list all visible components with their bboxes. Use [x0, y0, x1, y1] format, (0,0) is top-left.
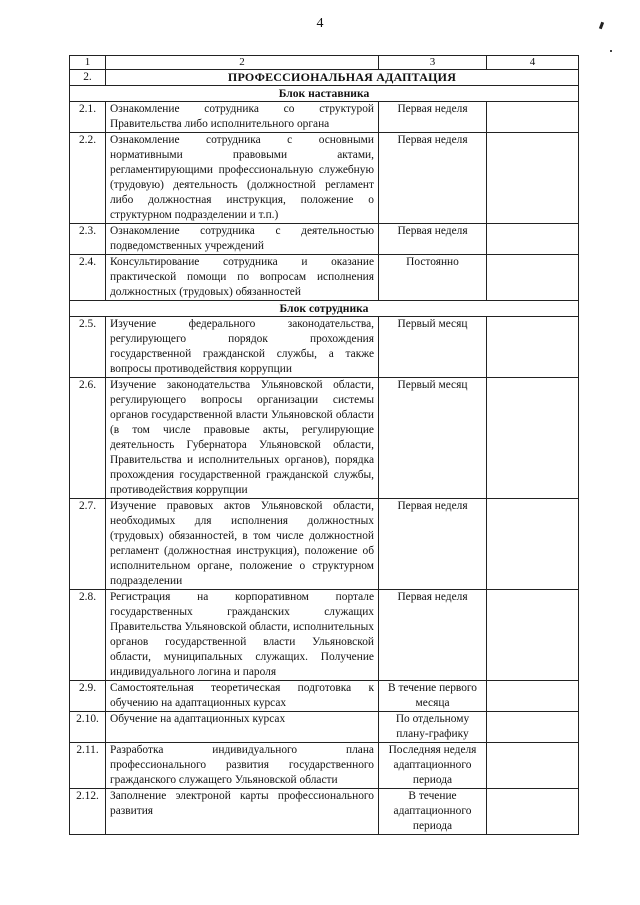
table-row: [70, 743, 579, 789]
column-number-4: 4: [487, 56, 579, 70]
row-number: 2.3.: [70, 224, 106, 255]
table-row: [70, 317, 579, 378]
row-number: 2.9.: [70, 681, 106, 712]
row-number: 2.7.: [70, 499, 106, 590]
row-period: Первый месяц: [379, 317, 487, 378]
row-activity-text: Консультирование сотрудника и оказание практической помощи по вопросам исполнения должностных (трудовых) обязанностей: [106, 255, 379, 301]
table-row: [70, 712, 579, 743]
row-period: Первая неделя: [379, 499, 487, 590]
row-activity-text: Обучение на адаптационных курсах: [106, 712, 379, 743]
column-number-3: 3: [379, 56, 487, 70]
row-note: [487, 317, 579, 378]
block-title: Блок наставника: [70, 86, 579, 102]
block-header-row: [70, 86, 579, 102]
row-period: Первая неделя: [379, 102, 487, 133]
row-number: 2.11.: [70, 743, 106, 789]
row-number: 2.1.: [70, 102, 106, 133]
row-activity-text: Разработка индивидуального плана профессионального развития государственного гражданского служащего Ульяновской области: [106, 743, 379, 789]
row-number: 2.6.: [70, 378, 106, 499]
column-number-2: 2: [106, 56, 379, 70]
row-number: 2.2.: [70, 133, 106, 224]
row-period: Первая неделя: [379, 590, 487, 681]
row-activity-text: Изучение правовых актов Ульяновской области, необходимых для исполнения должностных (трудовых) обязанностей, в том числе должностной регламент (должностная инструкция), положение об исполнительном органе, положение о структурном подразделении: [106, 499, 379, 590]
row-note: [487, 681, 579, 712]
row-activity-text: Ознакомление сотрудника с основными нормативными правовыми актами, регламентирующими профессиональную служебную (трудовую) деятельность (должностной регламент либо должностная инструкция, положение о структурном подразделении и т.п.): [106, 133, 379, 224]
row-activity-text: Ознакомление сотрудника со структурой Правительства либо исполнительного органа: [106, 102, 379, 133]
row-period: В течение адаптационного периода: [379, 789, 487, 835]
row-note: [487, 590, 579, 681]
row-note: [487, 712, 579, 743]
section-title: ПРОФЕССИОНАЛЬНАЯ АДАПТАЦИЯ: [106, 70, 579, 86]
row-activity-text: Ознакомление сотрудника с деятельностью подведомственных учреждений: [106, 224, 379, 255]
table-row: [70, 681, 579, 712]
section-number: 2.: [70, 70, 106, 86]
row-number: 2.10.: [70, 712, 106, 743]
section-row: [70, 70, 579, 86]
row-activity-text: Самостоятельная теоретическая подготовка к обучению на адаптационных курсах: [106, 681, 379, 712]
row-note: [487, 378, 579, 499]
row-period: По отдельному плану-графику: [379, 712, 487, 743]
row-number: 2.4.: [70, 255, 106, 301]
page-number: 4: [316, 16, 324, 31]
row-period: Первый месяц: [379, 378, 487, 499]
column-number-1: 1: [70, 56, 106, 70]
row-note: [487, 789, 579, 835]
table-row: [70, 499, 579, 590]
table-row: [70, 378, 579, 499]
row-note: [487, 743, 579, 789]
table-row: [70, 133, 579, 224]
column-number-row: [70, 56, 579, 70]
row-activity-text: Заполнение электроной карты профессионального развития: [106, 789, 379, 835]
row-number: 2.12.: [70, 789, 106, 835]
row-note: [487, 499, 579, 590]
row-period: Последняя неделя адаптационного периода: [379, 743, 487, 789]
table-row: [70, 590, 579, 681]
row-period: Первая неделя: [379, 133, 487, 224]
table-row: [70, 224, 579, 255]
row-note: [487, 224, 579, 255]
margin-dot: [610, 50, 612, 52]
block-header-row: [70, 301, 579, 317]
adaptation-plan-table: [69, 55, 579, 835]
block-title: Блок сотрудника: [70, 301, 579, 317]
row-note: [487, 133, 579, 224]
row-period: Первая неделя: [379, 224, 487, 255]
table-row: [70, 789, 579, 835]
table-body: [70, 56, 579, 835]
row-note: [487, 102, 579, 133]
row-number: 2.8.: [70, 590, 106, 681]
row-period: В течение первого месяца: [379, 681, 487, 712]
row-activity-text: Изучение законодательства Ульяновской области, регулирующего вопросы организации системы органов государственной власти Ульяновской области (в том числе правовые акты, регулирующие деятельность Губернатора Ульяновской области, Правительства и исполнительных органов), порядка прохождения государственной гражданской службы, противодействия коррупции: [106, 378, 379, 499]
table-row: [70, 255, 579, 301]
table-row: [70, 102, 579, 133]
row-number: 2.5.: [70, 317, 106, 378]
row-period: Постоянно: [379, 255, 487, 301]
row-note: [487, 255, 579, 301]
row-activity-text: Изучение федерального законодательства, регулирующего порядок прохождения государственной гражданской службы, а также вопросы противодействия коррупции: [106, 317, 379, 378]
row-activity-text: Регистрация на корпоративном портале государственных гражданских служащих Правительства Ульяновской области, исполнительных органов государственной власти Ульяновской области, муниципальных служащих. Получение индивидуального логина и пароля: [106, 590, 379, 681]
